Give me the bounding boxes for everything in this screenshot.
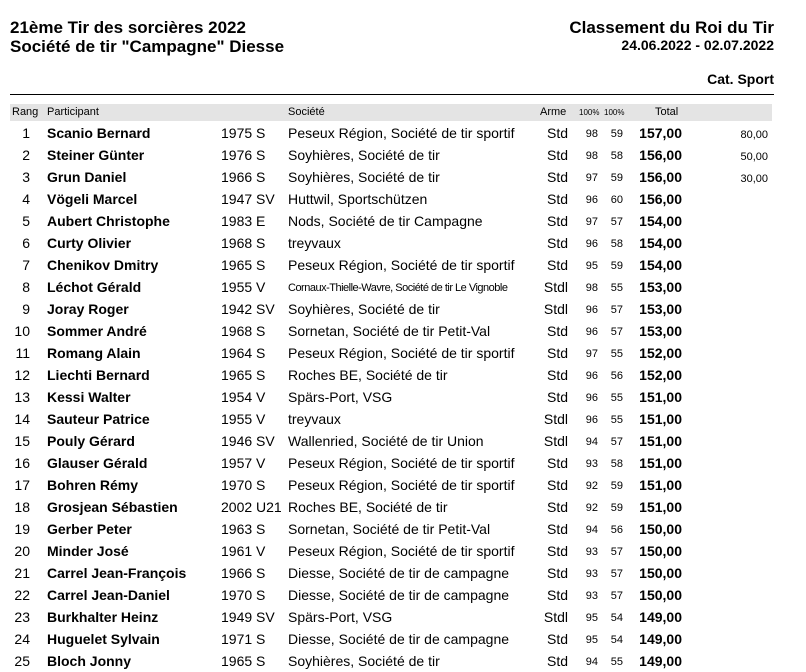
participant-name: Carrel Jean-Daniel	[47, 587, 170, 603]
rank-cell: 7	[22, 257, 30, 273]
score1-cell: 93	[585, 568, 598, 580]
societe-cell: Roches BE, Société de tir	[288, 367, 448, 383]
rank-cell: 13	[14, 389, 30, 405]
score1-cell: 92	[585, 480, 598, 492]
weapon-cell: Stdl	[543, 609, 568, 625]
birth-year-category: 1964 S	[221, 345, 266, 361]
score2-cell: 57	[610, 546, 623, 558]
weapon-cell: Std	[546, 543, 568, 559]
societe-cell: Peseux Région, Société de tir sportif	[288, 543, 515, 559]
birth-year-category: 1942 SV	[221, 301, 275, 317]
participant-name: Pouly Gérard	[47, 433, 135, 449]
participant-name: Carrel Jean-François	[47, 565, 187, 581]
birth-year-category: 1965 S	[221, 257, 266, 273]
societe-cell: Huttwil, Sportschützen	[288, 191, 428, 207]
table-row	[0, 650, 806, 672]
societe-cell: Sornetan, Société de tir Petit-Val	[288, 521, 491, 537]
weapon-cell: Std	[546, 345, 568, 361]
participant-name: Scanio Bernard	[47, 125, 151, 141]
weapon-cell: Std	[546, 455, 568, 471]
rank-cell: 25	[14, 653, 30, 669]
birth-year-category: 1957 V	[221, 455, 266, 471]
score1-cell: 95	[585, 260, 598, 272]
total-cell: 156,00	[639, 191, 682, 207]
weapon-cell: Stdl	[543, 301, 568, 317]
table-row	[0, 408, 806, 430]
weapon-cell: Std	[546, 367, 568, 383]
total-cell: 154,00	[639, 257, 682, 273]
participant-name: Grun Daniel	[47, 169, 127, 185]
score1-cell: 97	[585, 216, 598, 228]
rank-cell: 14	[14, 411, 30, 427]
table-row	[0, 628, 806, 650]
participant-name: Liechti Bernard	[47, 367, 150, 383]
participant-name: Bloch Jonny	[47, 653, 132, 669]
score1-cell: 96	[585, 414, 598, 426]
rank-cell: 11	[15, 345, 30, 361]
total-cell: 149,00	[639, 653, 682, 669]
ranking-title: Classement du Roi du Tir	[569, 18, 774, 37]
score2-cell: 57	[610, 304, 623, 316]
birth-year-category: 1966 S	[221, 565, 266, 581]
rank-cell: 2	[22, 147, 30, 163]
weapon-cell: Std	[546, 125, 568, 141]
total-cell: 150,00	[639, 565, 682, 581]
birth-year-category: 2002 U21	[221, 499, 282, 515]
total-cell: 149,00	[639, 609, 682, 625]
score2-cell: 54	[610, 612, 623, 624]
score2-cell: 58	[610, 458, 623, 470]
birth-year-category: 1970 S	[221, 477, 266, 493]
participant-name: Burkhalter Heinz	[47, 609, 159, 625]
score2-cell: 55	[610, 414, 623, 426]
score1-cell: 93	[585, 546, 598, 558]
total-cell: 154,00	[639, 235, 682, 251]
societe-cell: Peseux Région, Société de tir sportif	[288, 477, 515, 493]
score2-cell: 55	[610, 656, 623, 668]
rank-cell: 20	[14, 543, 30, 559]
score2-cell: 59	[610, 128, 623, 140]
total-cell: 153,00	[639, 323, 682, 339]
societe-cell: Peseux Région, Société de tir sportif	[288, 257, 515, 273]
score1-cell: 94	[585, 436, 598, 448]
table-row	[0, 386, 806, 408]
rank-cell: 9	[22, 301, 30, 317]
score1-cell: 96	[585, 392, 598, 404]
score2-cell: 54	[610, 634, 623, 646]
rank-cell: 21	[14, 565, 30, 581]
participant-name: Joray Roger	[47, 301, 129, 317]
rank-cell: 15	[14, 433, 30, 449]
score2-cell: 58	[610, 238, 623, 250]
results-table	[0, 122, 806, 672]
birth-year-category: 1965 S	[221, 653, 266, 669]
header-divider	[10, 94, 774, 95]
score1-cell: 93	[585, 590, 598, 602]
societe-cell: Spärs-Port, VSG	[288, 609, 393, 625]
score2-cell: 59	[610, 260, 623, 272]
societe-cell: Peseux Région, Société de tir sportif	[288, 345, 515, 361]
societe-cell: Roches BE, Société de tir	[288, 499, 448, 515]
societe-cell: treyvaux	[288, 235, 341, 251]
birth-year-category: 1947 SV	[221, 191, 275, 207]
participant-name: Curty Olivier	[47, 235, 132, 251]
table-row	[0, 584, 806, 606]
total-cell: 150,00	[639, 587, 682, 603]
date-range: 24.06.2022 - 02.07.2022	[621, 37, 774, 53]
score1-cell: 94	[585, 524, 598, 536]
societe-cell: Soyhières, Société de tir	[288, 653, 440, 669]
score2-cell: 55	[610, 392, 623, 404]
score1-cell: 92	[585, 502, 598, 514]
weapon-cell: Stdl	[543, 433, 568, 449]
score1-cell: 98	[585, 128, 598, 140]
societe-cell: Peseux Région, Société de tir sportif	[288, 125, 515, 141]
participant-name: Minder José	[47, 543, 129, 559]
societe-cell: Diesse, Société de tir de campagne	[288, 631, 510, 647]
birth-year-category: 1968 S	[221, 323, 266, 339]
birth-year-category: 1963 S	[221, 521, 266, 537]
societe-cell: Soyhières, Société de tir	[288, 301, 440, 317]
weapon-cell: Std	[546, 323, 568, 339]
col-arme: Arme	[540, 106, 567, 118]
total-cell: 150,00	[639, 521, 682, 537]
col-societe: Société	[288, 106, 325, 118]
score2-cell: 58	[610, 150, 623, 162]
table-row	[0, 210, 806, 232]
rank-cell: 17	[14, 477, 30, 493]
weapon-cell: Std	[546, 235, 568, 251]
score2-cell: 55	[610, 282, 623, 294]
table-row	[0, 232, 806, 254]
total-cell: 151,00	[639, 499, 682, 515]
societe-cell: Diesse, Société de tir de campagne	[288, 587, 510, 603]
birth-year-category: 1965 S	[221, 367, 266, 383]
societe-cell: treyvaux	[288, 411, 341, 427]
header-right	[569, 18, 774, 53]
participant-name: Aubert Christophe	[47, 213, 170, 229]
rank-cell: 19	[14, 521, 30, 537]
club-title: Société de tir "Campagne" Diesse	[10, 37, 285, 56]
total-cell: 151,00	[639, 389, 682, 405]
societe-cell: Cornaux-Thielle-Wavre, Société de tir Le Vignoble	[288, 282, 508, 294]
rank-cell: 5	[22, 213, 30, 229]
col-score2: 100%	[604, 108, 625, 117]
score2-cell: 56	[610, 524, 623, 536]
birth-year-category: 1983 E	[221, 213, 266, 229]
table-row	[0, 276, 806, 298]
birth-year-category: 1971 S	[221, 631, 266, 647]
participant-name: Sauteur Patrice	[47, 411, 150, 427]
total-cell: 156,00	[639, 169, 682, 185]
score1-cell: 97	[585, 172, 598, 184]
weapon-cell: Std	[546, 499, 568, 515]
table-row	[0, 342, 806, 364]
rank-cell: 10	[14, 323, 30, 339]
total-cell: 149,00	[639, 631, 682, 647]
score2-cell: 60	[610, 194, 623, 206]
birth-year-category: 1949 SV	[221, 609, 275, 625]
weapon-cell: Std	[546, 587, 568, 603]
table-row	[0, 474, 806, 496]
participant-name: Chenikov Dmitry	[47, 257, 159, 273]
score1-cell: 96	[585, 194, 598, 206]
weapon-cell: Std	[546, 191, 568, 207]
score2-cell: 57	[610, 568, 623, 580]
rank-cell: 12	[14, 367, 30, 383]
weapon-cell: Std	[546, 521, 568, 537]
societe-cell: Soyhières, Société de tir	[288, 169, 440, 185]
weapon-cell: Stdl	[543, 411, 568, 427]
birth-year-category: 1946 SV	[221, 433, 275, 449]
participant-name: Steiner Günter	[47, 147, 145, 163]
total-cell: 152,00	[639, 367, 682, 383]
prize-cell: 80,00	[740, 129, 768, 141]
col-rang: Rang	[12, 106, 39, 118]
total-cell: 156,00	[639, 147, 682, 163]
score1-cell: 96	[585, 370, 598, 382]
table-row	[0, 188, 806, 210]
table-row	[0, 430, 806, 452]
weapon-cell: Std	[546, 147, 568, 163]
total-cell: 151,00	[639, 455, 682, 471]
total-cell: 152,00	[639, 345, 682, 361]
societe-cell: Peseux Région, Société de tir sportif	[288, 455, 515, 471]
participant-name: Grosjean Sébastien	[47, 499, 178, 515]
societe-cell: Soyhières, Société de tir	[288, 147, 440, 163]
birth-year-category: 1954 V	[221, 389, 266, 405]
score2-cell: 56	[610, 370, 623, 382]
table-row	[0, 254, 806, 276]
total-cell: 151,00	[639, 411, 682, 427]
participant-name: Gerber Peter	[47, 521, 132, 537]
score1-cell: 95	[585, 612, 598, 624]
birth-year-category: 1975 S	[221, 125, 266, 141]
societe-cell: Sornetan, Société de tir Petit-Val	[288, 323, 491, 339]
rank-cell: 23	[14, 609, 30, 625]
rank-cell: 8	[22, 279, 30, 295]
participant-name: Léchot Gérald	[47, 279, 142, 295]
score1-cell: 95	[585, 634, 598, 646]
weapon-cell: Std	[546, 477, 568, 493]
score1-cell: 96	[585, 304, 598, 316]
total-cell: 157,00	[639, 125, 682, 141]
score2-cell: 57	[610, 216, 623, 228]
weapon-cell: Stdl	[543, 279, 568, 295]
total-cell: 153,00	[639, 301, 682, 317]
col-total: Total	[655, 106, 679, 118]
table-row	[0, 562, 806, 584]
rank-cell: 3	[22, 169, 30, 185]
rank-cell: 18	[14, 499, 30, 515]
weapon-cell: Std	[546, 169, 568, 185]
societe-cell: Nods, Société de tir Campagne	[288, 213, 483, 229]
table-row	[0, 496, 806, 518]
participant-name: Romang Alain	[47, 345, 141, 361]
birth-year-category: 1961 V	[221, 543, 266, 559]
participant-name: Vögeli Marcel	[47, 191, 138, 207]
table-row	[0, 364, 806, 386]
score1-cell: 98	[585, 150, 598, 162]
table-row	[0, 518, 806, 540]
table-row	[0, 122, 806, 144]
rank-cell: 1	[22, 125, 30, 141]
birth-year-category: 1966 S	[221, 169, 266, 185]
birth-year-category: 1968 S	[221, 235, 266, 251]
table-row	[0, 166, 806, 188]
score2-cell: 57	[610, 326, 623, 338]
score1-cell: 96	[585, 238, 598, 250]
score1-cell: 93	[585, 458, 598, 470]
col-score1: 100%	[579, 108, 600, 117]
weapon-cell: Std	[546, 213, 568, 229]
rank-cell: 6	[22, 235, 30, 251]
col-participant: Participant	[47, 106, 99, 118]
score1-cell: 94	[585, 656, 598, 668]
prize-cell: 50,00	[740, 151, 768, 163]
total-cell: 150,00	[639, 543, 682, 559]
total-cell: 154,00	[639, 213, 682, 229]
prize-cell: 30,00	[740, 173, 768, 185]
total-cell: 153,00	[639, 279, 682, 295]
societe-cell: Diesse, Société de tir de campagne	[288, 565, 510, 581]
score1-cell: 97	[585, 348, 598, 360]
rank-cell: 16	[14, 455, 30, 471]
total-cell: 151,00	[639, 477, 682, 493]
participant-name: Huguelet Sylvain	[47, 631, 160, 647]
event-title: 21ème Tir des sorcières 2022	[10, 18, 246, 37]
rank-cell: 24	[14, 631, 30, 647]
table-row	[0, 452, 806, 474]
weapon-cell: Std	[546, 631, 568, 647]
total-cell: 151,00	[639, 433, 682, 449]
score1-cell: 98	[585, 282, 598, 294]
table-row	[0, 606, 806, 628]
header-left	[10, 18, 284, 56]
weapon-cell: Std	[546, 389, 568, 405]
birth-year-category: 1955 V	[221, 279, 266, 295]
score2-cell: 59	[610, 172, 623, 184]
weapon-cell: Std	[546, 565, 568, 581]
table-row	[0, 298, 806, 320]
score2-cell: 57	[610, 590, 623, 602]
score2-cell: 57	[610, 436, 623, 448]
category-label: Cat. Sport	[707, 71, 774, 87]
birth-year-category: 1955 V	[221, 411, 266, 427]
societe-cell: Spärs-Port, VSG	[288, 389, 393, 405]
participant-name: Sommer André	[47, 323, 147, 339]
participant-name: Glauser Gérald	[47, 455, 148, 471]
score1-cell: 96	[585, 326, 598, 338]
participant-name: Kessi Walter	[47, 389, 131, 405]
birth-year-category: 1976 S	[221, 147, 266, 163]
rank-cell: 22	[14, 587, 30, 603]
score2-cell: 59	[610, 480, 623, 492]
score2-cell: 59	[610, 502, 623, 514]
rank-cell: 4	[22, 191, 30, 207]
societe-cell: Wallenried, Société de tir Union	[288, 433, 484, 449]
participant-name: Bohren Rémy	[47, 477, 139, 493]
column-header-row	[10, 104, 772, 121]
table-row	[0, 320, 806, 342]
weapon-cell: Std	[546, 257, 568, 273]
score2-cell: 55	[610, 348, 623, 360]
table-row	[0, 144, 806, 166]
weapon-cell: Std	[546, 653, 568, 669]
table-row	[0, 540, 806, 562]
birth-year-category: 1970 S	[221, 587, 266, 603]
